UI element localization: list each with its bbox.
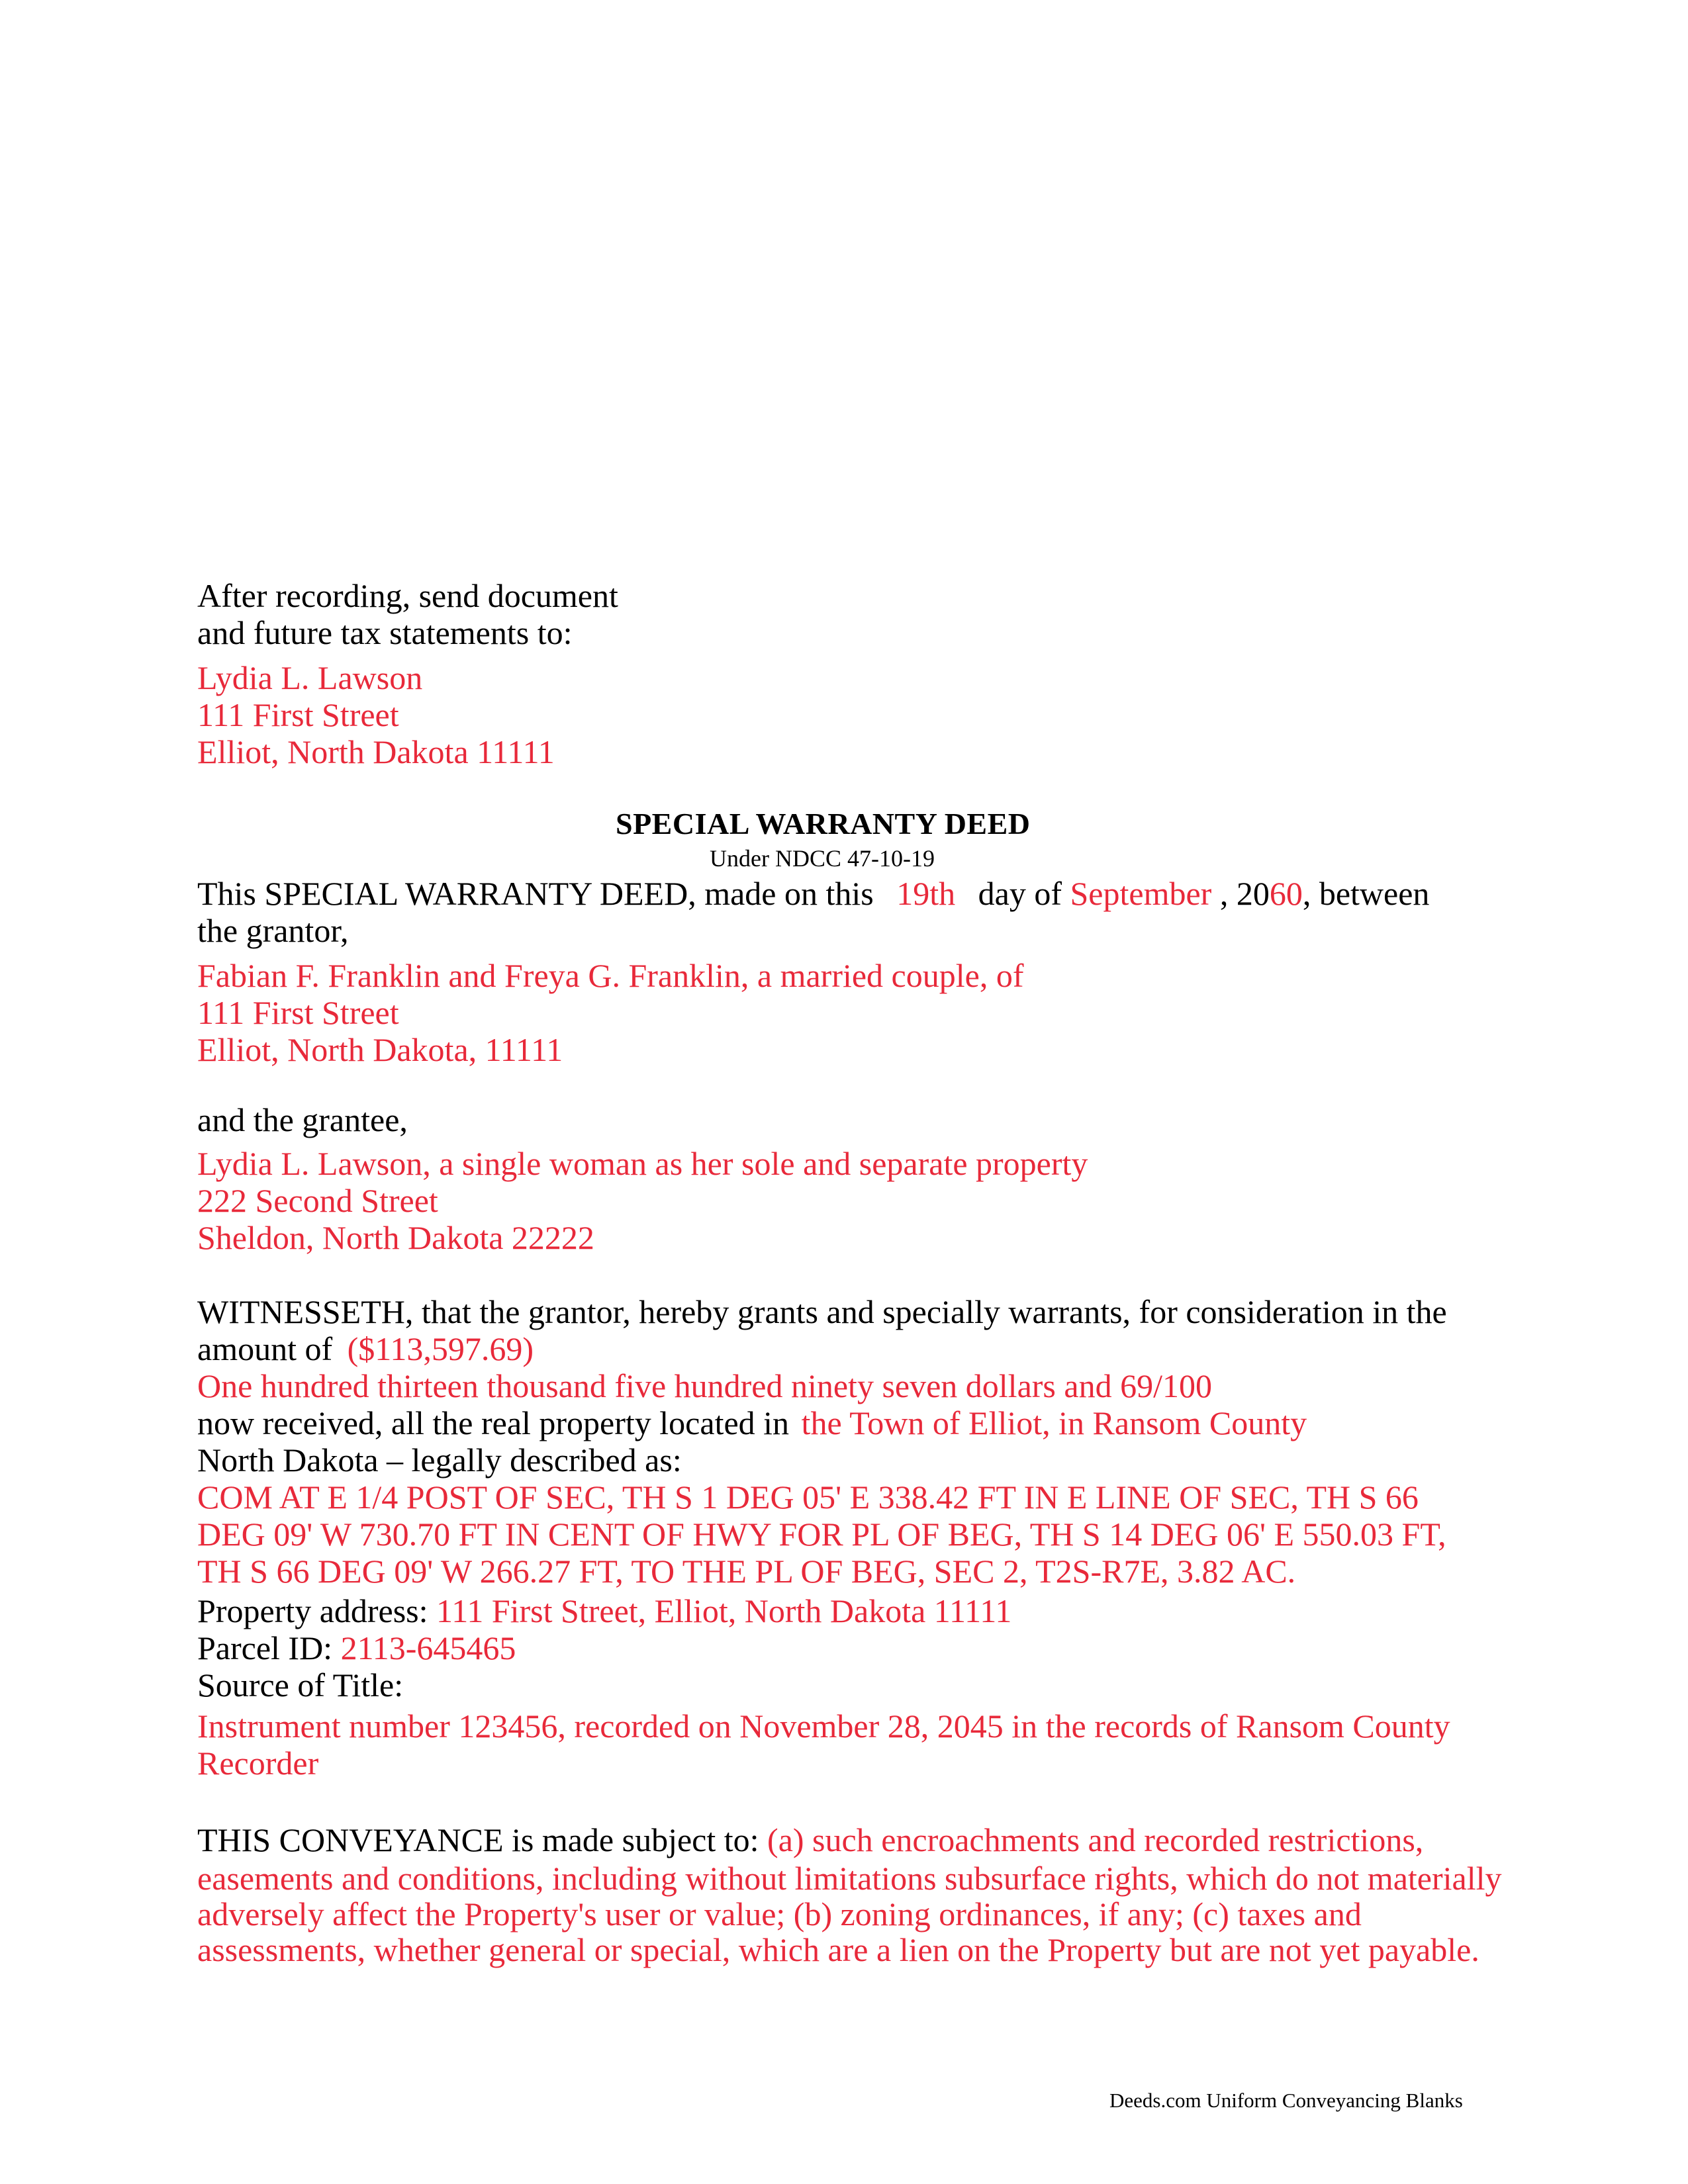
- conveyance-label: THIS CONVEYANCE is made subject to:: [197, 1821, 759, 1858]
- property-address-value: 111 First Street, Elliot, North Dakota 11111: [436, 1592, 1012, 1629]
- intro-year-prefix: , 20: [1219, 875, 1270, 912]
- grantee-city: Sheldon, North Dakota 22222: [197, 1219, 594, 1256]
- parcel-label: Parcel ID:: [197, 1629, 333, 1666]
- state-line: North Dakota – legally described as:: [197, 1441, 682, 1479]
- intro-between: , between: [1302, 875, 1430, 912]
- intro-prefix: This SPECIAL WARRANTY DEED, made on this: [197, 875, 874, 912]
- legal-description-line: TH S 66 DEG 09' W 266.27 FT, TO THE PL OF BEG, SEC 2, T2S-R7E, 3.82 AC.: [197, 1553, 1296, 1590]
- located-value: the Town of Elliot, in Ransom County: [801, 1404, 1307, 1441]
- deed-subtitle: Under NDCC 47-10-19: [710, 845, 935, 872]
- amount-value: ($113,597.69): [347, 1330, 534, 1367]
- conveyance-line1: [197, 1821, 1423, 1858]
- return-city: Elliot, North Dakota 11111: [197, 733, 555, 770]
- intro-grantor-label: the grantor,: [197, 912, 349, 949]
- parcel-value: 2113-645465: [340, 1629, 516, 1666]
- grantor-street: 111 First Street: [197, 994, 399, 1031]
- intro-year-suffix: 60: [1269, 875, 1303, 912]
- grantor-name: Fabian F. Franklin and Freya G. Franklin, a married couple, of: [197, 957, 1024, 994]
- grantee-label: and the grantee,: [197, 1101, 408, 1138]
- conveyance-text: (a) such encroachments and recorded restrictions,: [767, 1821, 1424, 1858]
- grantee-street: 222 Second Street: [197, 1182, 438, 1219]
- source-line1: Instrument number 123456, recorded on November 28, 2045 in the records of Ransom County: [197, 1707, 1450, 1745]
- intro-day-of: day of: [978, 875, 1062, 912]
- conveyance-line2: easements and conditions, including without limitations subsurface rights, which do not materially: [197, 1860, 1502, 1897]
- amount-label: amount of: [197, 1330, 333, 1367]
- deed-title: SPECIAL WARRANTY DEED: [616, 807, 1031, 841]
- footer-credit: Deeds.com Uniform Conveyancing Blanks: [1109, 2089, 1463, 2112]
- grantee-name: Lydia L. Lawson, a single woman as her sole and separate property: [197, 1145, 1088, 1182]
- witnesseth-line1: WITNESSETH, that the grantor, hereby grants and specially warrants, for consideration in the: [197, 1293, 1447, 1330]
- conveyance-line3: adversely affect the Property's user or value; (b) zoning ordinances, if any; (c) taxes and: [197, 1895, 1362, 1933]
- legal-description-line: COM AT E 1/4 POST OF SEC, TH S 1 DEG 05' E 338.42 FT IN E LINE OF SEC, TH S 66: [197, 1479, 1419, 1516]
- return-instructions-line2: and future tax statements to:: [197, 614, 573, 651]
- return-instructions-line1: After recording, send document: [197, 577, 618, 614]
- intro-month: September: [1070, 875, 1212, 912]
- source-line2: Recorder: [197, 1745, 319, 1782]
- property-address-label: Property address:: [197, 1592, 428, 1629]
- intro-line: [197, 875, 1429, 912]
- legal-description-line: DEG 09' W 730.70 FT IN CENT OF HWY FOR PL OF BEG, TH S 14 DEG 06' E 550.03 FT,: [197, 1516, 1446, 1553]
- return-street: 111 First Street: [197, 696, 399, 733]
- parcel-line: [197, 1629, 516, 1666]
- amount-line: [197, 1330, 534, 1367]
- amount-words: One hundred thirteen thousand five hundred ninety seven dollars and 69/100: [197, 1367, 1212, 1404]
- conveyance-line4: assessments, whether general or special, which are a lien on the Property but are not yet payable.: [197, 1931, 1479, 1968]
- grantor-city: Elliot, North Dakota, 11111: [197, 1031, 563, 1068]
- intro-day: 19th: [896, 875, 956, 912]
- return-name: Lydia L. Lawson: [197, 659, 423, 696]
- located-line: [197, 1404, 1307, 1441]
- source-label: Source of Title:: [197, 1666, 404, 1704]
- located-prefix: now received, all the real property located in: [197, 1404, 790, 1441]
- property-address-line: [197, 1592, 1011, 1629]
